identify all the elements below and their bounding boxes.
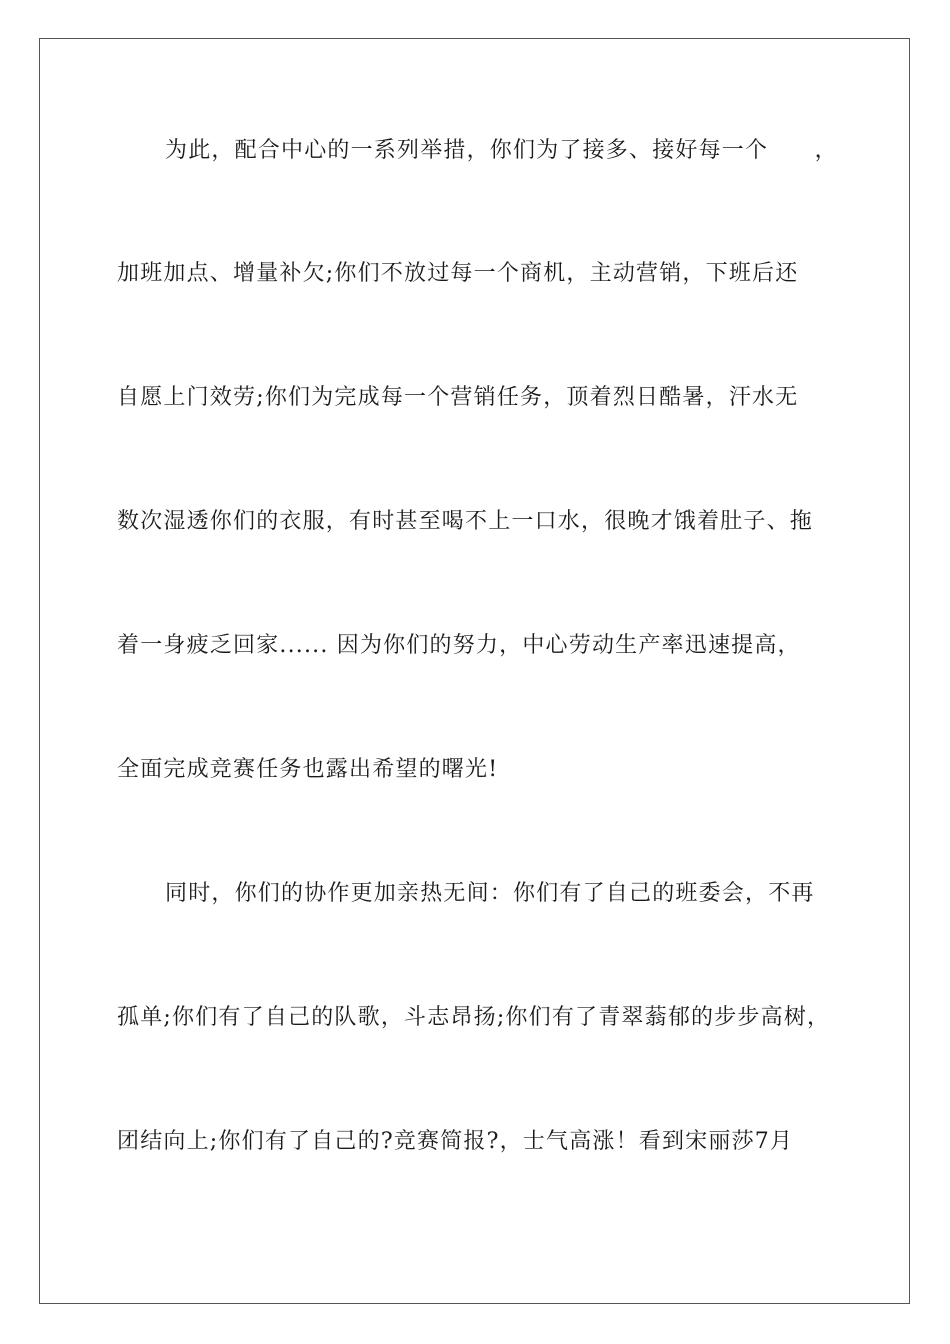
paragraph-1-line-6: 全面完成竞赛任务也露出希望的曙光! [117,757,499,782]
paragraph-2-line-1: 同时，你们的协作更加亲热无间：你们有了自己的班委会，不再 [165,881,815,906]
paragraph-1-line-4: 数次湿透你们的衣服，有时甚至喝不上一口水，很晚才饿着肚子、拖 [117,509,814,534]
paragraph-1-line-2: 加班加点、增量补欠;你们不放过每一个商机，主动营销，下班后还 [117,261,799,286]
paragraph-1-line-5: 着一身疲乏回家...... 因为你们的努力，中心劳动生产率迅速提高， [117,633,801,658]
paragraph-1-line-1: 为此，配合中心的一系列举措，你们为了接多、接好每一个 ， [165,138,838,163]
paragraph-1-line-3: 自愿上门效劳;你们为完成每一个营销任务，顶着烈日酷暑，汗水无 [117,385,799,410]
paragraph-2-line-2: 孤单;你们有了自己的队歌，斗志昂扬;你们有了青翠蓊郁的步步高树， [117,1005,831,1030]
page-border [39,38,910,1304]
paragraph-2-line-3: 团结向上;你们有了自己的?竞赛简报?，士气高涨！看到宋丽莎7月 [117,1129,794,1154]
